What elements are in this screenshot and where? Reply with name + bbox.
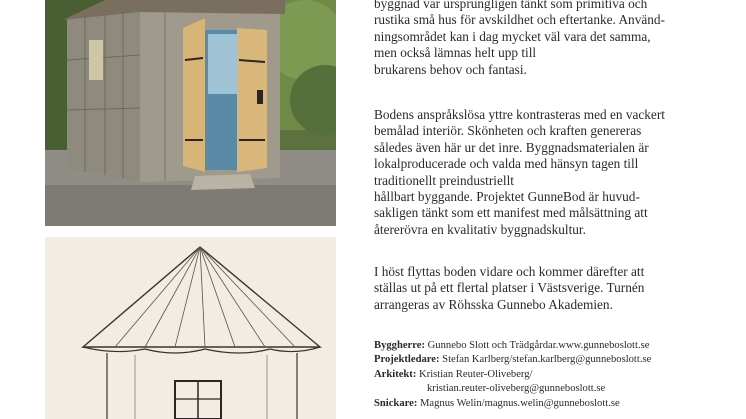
text-line: lokalproducerade och valda med hänsyn tagen till: [374, 156, 639, 172]
hut-sketch: [45, 237, 336, 419]
credit-carpenter: [374, 397, 714, 411]
shed-photo-illustration: [45, 0, 336, 226]
shed-photo: [45, 0, 336, 226]
text-line: hållbart byggande. Projektet GunneBod är huvud-: [374, 189, 640, 205]
credit-label: Snickare:: [374, 397, 418, 409]
text-line: bemålad interiör. Skönheten och kraften genereras: [374, 123, 642, 139]
credit-value: Gunnebo Slott och Trädgårdar.www.gunneboslott.se: [427, 340, 650, 351]
credit-value: Kristian Reuter-Oliveberg/: [419, 368, 533, 380]
credit-value: Stefan Karlberg/stefan.karlberg@gunneboslott.se: [442, 354, 652, 366]
credit-label: Arkitekt:: [374, 368, 417, 380]
article-paragraph-2: [374, 107, 665, 238]
article-paragraph-1: [374, 0, 665, 78]
credit-value: Magnus Welin/magnus.welin@gunneboslott.se: [420, 397, 620, 409]
text-line: sakligen tänkt som ett manifest med målsättning att: [374, 205, 648, 221]
text-line: traditionellt preindustriellt: [374, 172, 514, 188]
text-line: således även här ur det inre. Byggnadsmaterialen är: [374, 139, 649, 155]
credit-architect-email: kristian.reuter-oliveberg@gunneboslott.se: [427, 383, 606, 395]
text-line: återerövra en kvalitativ byggnadskultur.: [374, 221, 586, 237]
credit-label: Projektledare:: [374, 354, 440, 366]
credit-builder: [374, 339, 714, 353]
text-line: arrangeras av Röhsska Gunnebo Akademien.: [374, 296, 613, 312]
text-line: rustika små hus för avskildhet och eftertanke. Använd-: [374, 12, 665, 28]
text-line: byggnad var ursprungligen tänkt som primitiva och: [374, 0, 648, 11]
text-line: ningsområdet kan i dag mycket väl vara det samma,: [374, 28, 651, 44]
credit-label: Byggherre:: [374, 340, 425, 351]
text-line: men också lämnas helt upp till: [374, 45, 537, 61]
credit-architect: [374, 368, 714, 382]
text-line: Bodens anspråkslösa yttre kontrasteras med en vackert: [374, 107, 665, 122]
text-line: brukarens behov och fantasi.: [374, 61, 527, 77]
credits: [374, 339, 714, 411]
hut-sketch-illustration: [45, 237, 336, 419]
text-line: I höst flyttas boden vidare och kommer därefter att: [374, 264, 645, 279]
credit-project-lead: [374, 353, 714, 367]
article-paragraph-3: [374, 264, 644, 313]
text-line: ställas ut på ett flertal platser i Västsverige. Turnén: [374, 280, 645, 296]
